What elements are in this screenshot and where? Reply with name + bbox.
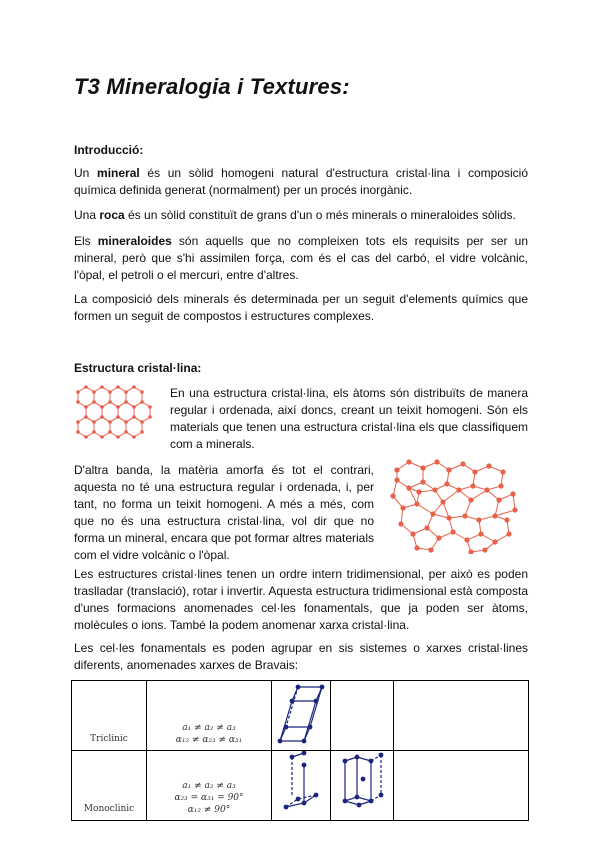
system-name-cell: Triclinic [72, 681, 147, 751]
empty-cell [394, 681, 529, 751]
page-title: T3 Mineralogia i Textures: [74, 74, 350, 99]
structure-paragraph-bravais-intro: Les cel·les fonamentals es poden agrupar en sis sistemes o xarxes cristal·lines diferents, anomenades xarxes de Bravais: [74, 641, 528, 672]
empty-cell [394, 751, 529, 821]
structure-paragraph-amorphous: D'altra banda, la matèria amorfa és tot el contrari, aquesta no té una estructura regular i ordenada, i, per tant, no forma un teixit homogeni. A més a més, com que no és una estructura cristal·lina, vol dir que no forma un mineral, encara que pot formar altres materials com el vidre volcànic o l'òpal. [74, 463, 374, 562]
intro-paragraph-roca: Una roca és un sòlid constituït de grans d'un o més minerals o mineraloides sòlids. [74, 208, 516, 222]
structure-heading: Estructura cristal·lina: [74, 361, 202, 375]
lattice-diagram-cell [272, 681, 331, 751]
term-mineraloides: mineraloides [97, 234, 172, 248]
intro-heading: Introducció: [74, 143, 144, 157]
term-roca: roca [99, 208, 125, 222]
term-mineral: mineral [97, 166, 140, 180]
monoclinic-simple-lattice-diagram [272, 751, 330, 815]
intro-paragraph-mineraloides: Els mineraloides són aquells que no compleixen tots els requisits per ser un mineral, però que s'hi assimilen força, com és el cas del carbó, el vidre volcànic, l'òpal, el petroli o el mercuri, entre d'altres. [74, 234, 528, 282]
table-row [72, 751, 529, 821]
monoclinic-centered-lattice-diagram [331, 751, 393, 815]
table-row [72, 681, 529, 751]
lattice-diagram-cell [331, 681, 394, 751]
structure-paragraph-3d-order: Les estructures cristal·lines tenen un ordre intern tridimensional, per això es poden traslladar (translació), rotar i invertir. Aquesta estructura tridimensional està composta d'unes formacions anomenades cel·les fonamentals, que ja poden ser àtoms, molècules o ions. També la podem anomenar xarxa cristal·lina. [74, 567, 528, 632]
structure-paragraph-crystalline: En una estructura cristal·lina, els àtoms són distribuïts de manera regular i ordenada, així doncs, creant un teixit homogeni. Són els materials que tenen una estructura cristal·lina els que classifiquem com a minerals. [170, 386, 528, 451]
lattice-diagram-cell [272, 751, 331, 821]
lattice-parameters-cell: a₁ ≠ a₂ ≠ a₃ α₁₂ ≠ α₂₃ ≠ α₃₁ [147, 681, 272, 751]
lattice-parameters-cell: a₁ ≠ a₂ ≠ a₃ α₂₃ = α₃₁ = 90° α₁₂ ≠ 90° [147, 751, 272, 821]
crystal-lattice-image [72, 384, 160, 446]
intro-paragraph-composicio: La composició dels minerals és determinada per un seguit d'elements químics que formen un seguit de compostos i estructures complexes. [74, 292, 528, 323]
intro-paragraph-mineral: Un mineral és un sòlid homogeni natural d'estructura cristal·lina i composició química definida generat (normalment) per un procés inorgànic. [74, 166, 528, 197]
bravais-lattice-table [71, 680, 529, 821]
lattice-diagram-cell [331, 751, 394, 821]
amorphous-structure-image [387, 458, 521, 554]
system-name-cell: Monoclinic [72, 751, 147, 821]
triclinic-lattice-diagram [272, 681, 330, 745]
